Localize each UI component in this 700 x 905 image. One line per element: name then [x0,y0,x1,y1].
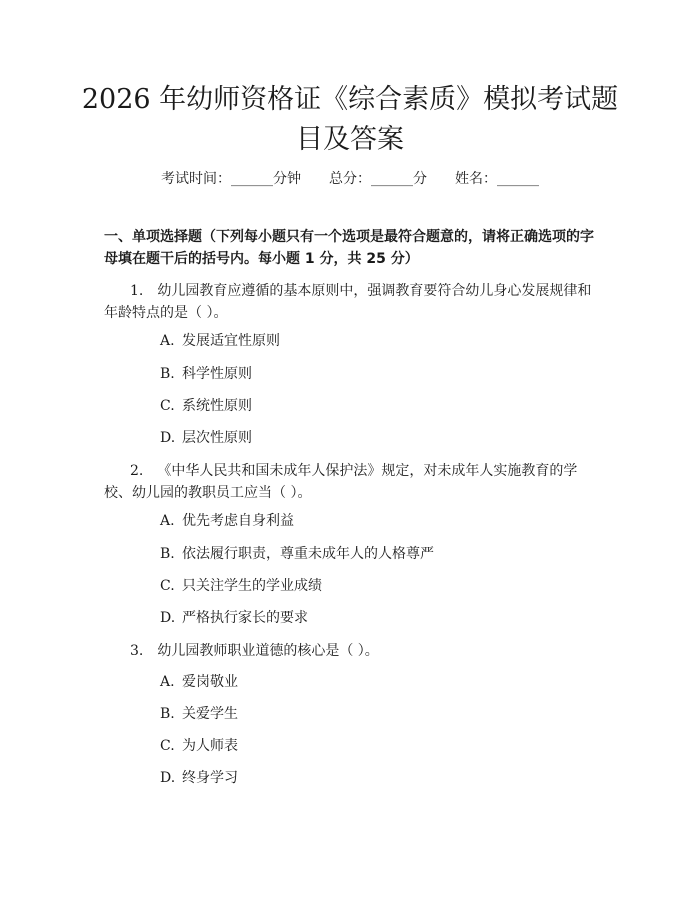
option-text: 依法履行职责，尊重未成年人的人格尊严 [182,546,434,562]
page-title [60,80,640,160]
question-3 [104,640,604,662]
question-number: 1. [130,283,144,299]
option-1c [160,396,600,416]
total-score: 总分：______分 [329,171,427,187]
option-key: A. [160,674,175,690]
option-key: A. [160,513,175,529]
question-text: 幼儿园教育应遵循的基本原则中，强调教育要符合幼儿身心发展规律和年龄特点的是（ ）。 [104,283,592,321]
option-key: B. [160,366,175,382]
option-text: 严格执行家长的要求 [182,610,308,626]
option-text: 系统性原则 [182,398,252,414]
option-text: 关爱学生 [182,706,238,722]
option-1d [160,428,600,448]
option-2a [160,511,600,531]
question-2 [104,460,604,504]
option-key: C. [160,738,175,754]
option-text: 层次性原则 [182,430,252,446]
option-text: 优先考虑自身利益 [182,513,294,529]
student-name: 姓名：______ [455,171,539,187]
option-1a [160,331,600,351]
option-2c [160,576,600,596]
question-number: 3. [130,643,144,659]
option-key: C. [160,578,175,594]
option-key: A. [160,333,175,349]
option-key: D. [160,430,176,446]
option-key: B. [160,546,175,562]
option-key: C. [160,398,175,414]
exam-time: 考试时间：______分钟 [161,171,301,187]
option-key: B. [160,706,175,722]
question-1 [104,280,604,324]
option-3a [160,672,600,692]
option-text: 科学性原则 [182,366,252,382]
option-3b [160,704,600,724]
option-key: D. [160,770,176,786]
option-1b [160,364,600,384]
question-text: 《中华人民共和国未成年人保护法》规定，对未成年人实施教育的学校、幼儿园的教职员工应当（ ）。 [104,463,578,501]
option-text: 终身学习 [182,770,238,786]
exam-meta [0,169,700,189]
question-text: 幼儿园教师职业道德的核心是（ ）。 [157,643,379,659]
option-key: D. [160,610,176,626]
title-line-2: 目及答案 [296,124,404,155]
option-text: 发展适宜性原则 [182,333,280,349]
option-2b [160,544,600,564]
option-text: 只关注学生的学业成绩 [182,578,322,594]
option-2d [160,608,600,628]
option-text: 为人师表 [182,738,238,754]
option-text: 爱岗敬业 [182,674,238,690]
question-number: 2. [130,463,144,479]
title-line-1: 2026 年幼师资格证《综合素质》模拟考试题 [81,84,619,115]
section-heading: 一、单项选择题（下列每小题只有一个选项是最符合题意的，请将正确选项的字母填在题干后的括号内。每小题 1 分，共 25 分） [104,229,594,267]
option-3c [160,736,600,756]
option-3d [160,768,600,788]
